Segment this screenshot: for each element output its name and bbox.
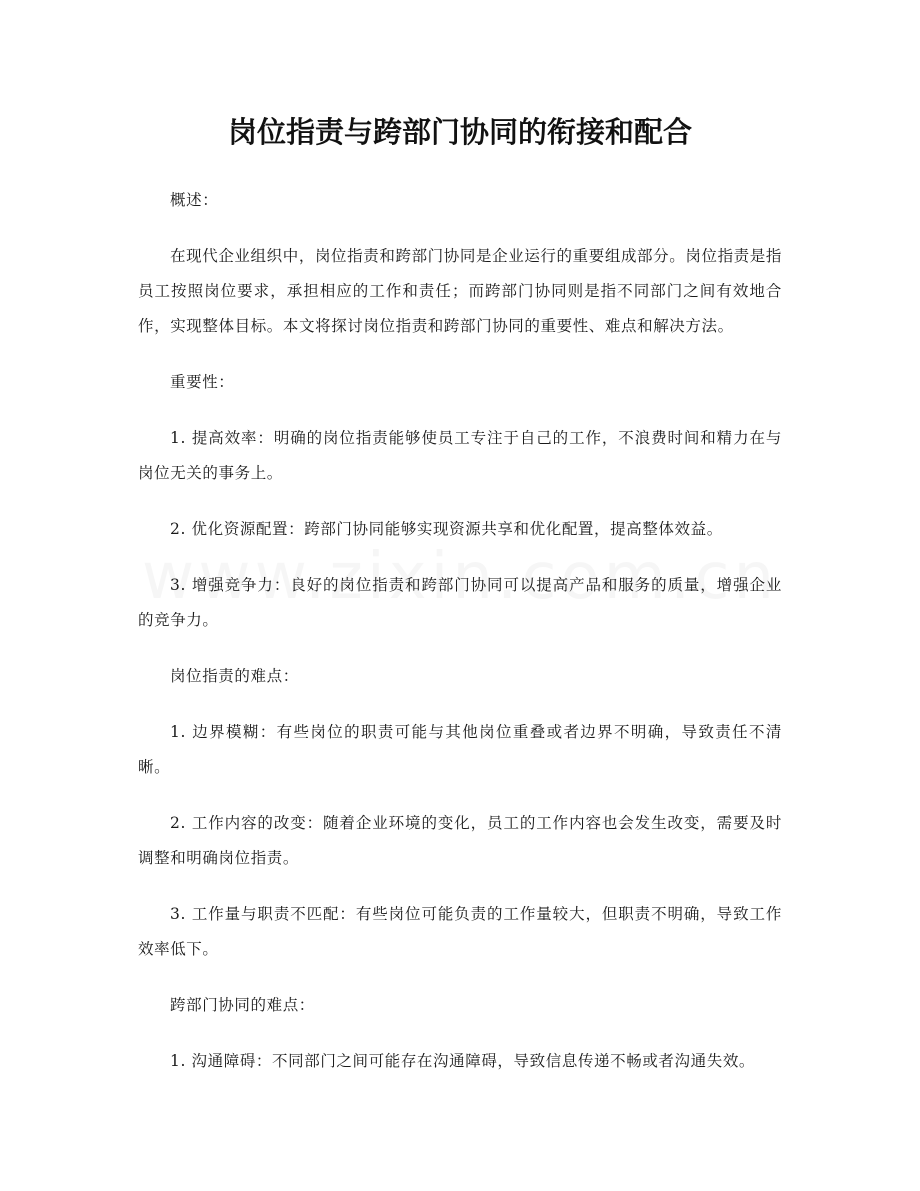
section-heading-overview: 概述： bbox=[170, 191, 219, 209]
section-heading-importance: 重要性： bbox=[170, 373, 235, 391]
document-body bbox=[138, 183, 782, 1100]
list-item-collab-difficulty-1: 1. 沟通障碍：不同部门之间可能存在沟通障碍，导致信息传递不畅或者沟通失效。 bbox=[170, 1052, 756, 1070]
list-item-importance-2: 2. 优化资源配置：跨部门协同能够实现资源共享和优化配置，提高整体效益。 bbox=[170, 520, 723, 538]
section-heading-collab-difficulties: 跨部门协同的难点： bbox=[170, 996, 315, 1014]
list-item-duty-difficulty-1: 1. 边界模糊：有些岗位的职责可能与其他岗位重叠或者边界不明确，导致责任不清晰。 bbox=[138, 723, 782, 776]
list-item-duty-difficulty-3: 3. 工作量与职责不匹配：有些岗位可能负责的工作量较大，但职责不明确，导致工作效率低下。 bbox=[138, 905, 782, 958]
list-item-importance-3: 3. 增强竞争力：良好的岗位指责和跨部门协同可以提高产品和服务的质量，增强企业的竞争力。 bbox=[138, 576, 782, 629]
section-heading-duty-difficulties: 岗位指责的难点： bbox=[170, 667, 299, 685]
paragraph-overview: 在现代企业组织中，岗位指责和跨部门协同是企业运行的重要组成部分。岗位指责是指员工按照岗位要求，承担相应的工作和责任；而跨部门协同则是指不同部门之间有效地合作，实现整体目标。本文将探讨岗位指责和跨部门协同的重要性、难点和解决方法。 bbox=[138, 247, 782, 335]
list-item-duty-difficulty-2: 2. 工作内容的改变：随着企业环境的变化，员工的工作内容也会发生改变，需要及时调整和明确岗位指责。 bbox=[138, 814, 782, 867]
list-item-importance-1: 1. 提高效率：明确的岗位指责能够使员工专注于自己的工作，不浪费时间和精力在与岗位无关的事务上。 bbox=[138, 429, 782, 482]
document-title: 岗位指责与跨部门协同的衔接和配合 bbox=[227, 115, 692, 149]
